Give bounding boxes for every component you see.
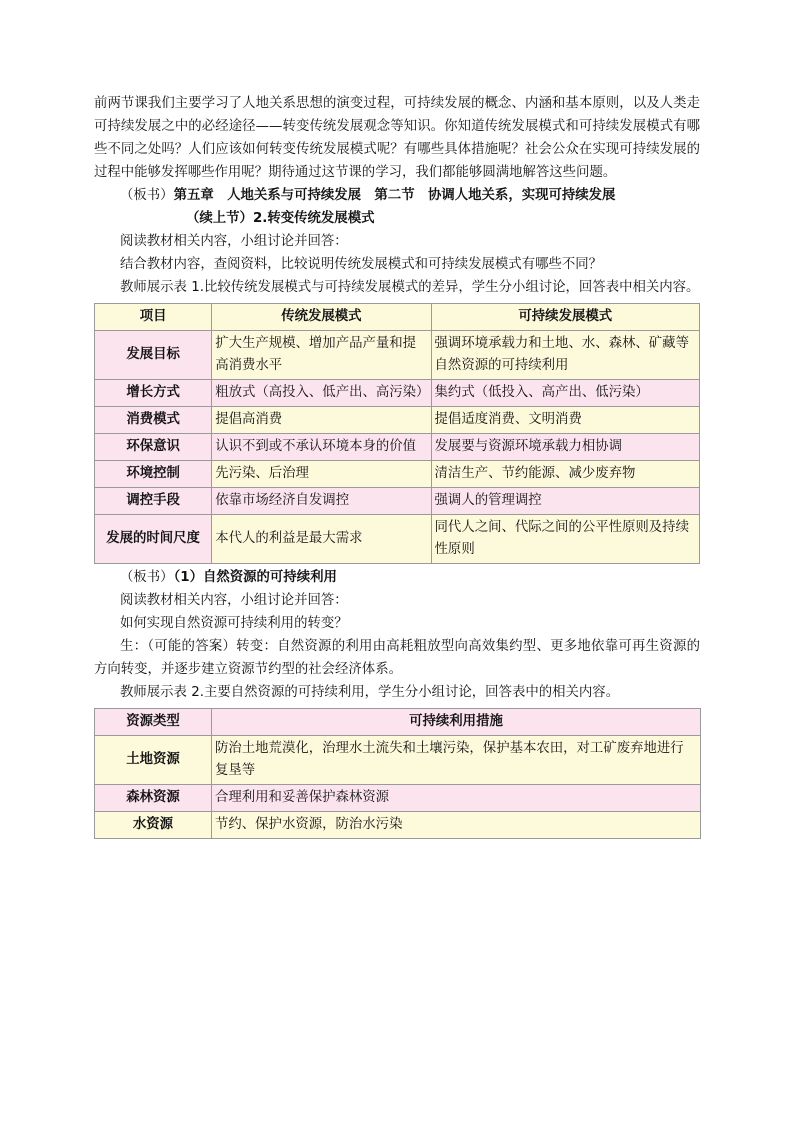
- cell-sustainable: 提倡适度消费、文明消费: [431, 407, 699, 434]
- row-item: 发展目标: [95, 331, 212, 380]
- col-header-sustainable: 可持续发展模式: [431, 304, 699, 331]
- table-header-row: [95, 709, 701, 736]
- cell-sustainable: 清洁生产、节约能源、减少废弃物: [431, 461, 699, 488]
- cell-traditional: 认识不到或不承认环境本身的价值: [212, 434, 431, 461]
- banshu-prefix: （板书）: [120, 570, 174, 585]
- cell-measure: 节约、保护水资源，防治水污染: [212, 812, 701, 839]
- table-row: [95, 331, 700, 380]
- table-row: [95, 407, 700, 434]
- teacher-instruction-2: 教师展示表 2.主要自然资源的可持续利用，学生分小组讨论，回答表中的相关内容。: [120, 685, 620, 700]
- table-row: [95, 785, 701, 812]
- table-row: [95, 515, 700, 564]
- row-type: 土地资源: [95, 736, 212, 785]
- cell-traditional: 本代人的利益是最大需求: [212, 515, 431, 564]
- col-header-item: 项目: [95, 304, 212, 331]
- cell-sustainable: 强调人的管理调控: [431, 488, 699, 515]
- cell-traditional: 扩大生产规模、增加产品产量和提高消费水平: [212, 331, 431, 380]
- cell-traditional: 提倡高消费: [212, 407, 431, 434]
- teacher-instruction-1: 教师展示表 1.比较传统发展模式与可持续发展模式的差异，学生分小组讨论，回答表中相关内容。: [120, 280, 700, 295]
- row-type: 水资源: [95, 812, 212, 839]
- table-row: [95, 812, 701, 839]
- intro-paragraph: 前两节课我们主要学习了人地关系思想的演变过程，可持续发展的概念、内涵和基本原则，以及人类走可持续发展之中的必经途径——转变传统发展观念等知识。你知道传统发展模式和可持续发展模式有哪些不同之处吗？人们应该如何转变传统发展模式呢？有哪些具体措施呢？社会公众在实现可持续发展的过程中能够发挥哪些作用呢？期待通过这节课的学习，我们都能够圆满地解答这些问题。: [94, 96, 700, 180]
- cell-traditional: 先污染、后治理: [212, 461, 431, 488]
- cell-traditional: 粗放式（高投入、低产出、高污染）: [212, 380, 431, 407]
- read-instruction-1: 阅读教材相关内容，小组讨论并回答：: [120, 234, 348, 249]
- table-row: [95, 488, 700, 515]
- cell-measure: 防治土地荒漠化，治理水土流失和土壤污染，保护基本农田，对工矿废弃地进行复垦等: [212, 736, 701, 785]
- question-2: 如何实现自然资源可持续利用的转变？: [120, 616, 348, 631]
- cell-sustainable: 集约式（低投入、高产出、低污染）: [431, 380, 699, 407]
- col-header-measure: 可持续利用措施: [212, 709, 701, 736]
- row-type: 森林资源: [95, 785, 212, 812]
- cell-sustainable: 发展要与资源环境承载力相协调: [431, 434, 699, 461]
- row-item: 发展的时间尺度: [95, 515, 212, 564]
- chapter-title: 第五章 人地关系与可持续发展 第二节 协调人地关系，实现可持续发展: [173, 188, 616, 203]
- banshu-prefix: （板书）: [120, 188, 174, 203]
- comparison-table: [94, 303, 700, 564]
- cell-sustainable: 强调环境承载力和土地、水、森林、矿藏等自然资源的可持续利用: [431, 331, 699, 380]
- table-row: [95, 434, 700, 461]
- col-header-type: 资源类型: [95, 709, 212, 736]
- cell-sustainable: 同代人之间、代际之间的公平性原则及持续性原则: [431, 515, 699, 564]
- banshu-heading-2: [94, 566, 700, 589]
- row-item: 消费模式: [95, 407, 212, 434]
- read-instruction-2: 阅读教材相关内容，小组讨论并回答：: [120, 593, 348, 608]
- student-answer: 生：（可能的答案）转变：自然资源的利用由高耗粗放型向高效集约型、更多地依靠可再生资源的方向转变，并逐步建立资源节约型的社会经济体系。: [94, 639, 700, 677]
- row-item: 环保意识: [95, 434, 212, 461]
- cell-traditional: 依靠市场经济自发调控: [212, 488, 431, 515]
- resources-table: [94, 708, 701, 839]
- table-row: [95, 461, 700, 488]
- row-item: 增长方式: [95, 380, 212, 407]
- col-header-traditional: 传统发展模式: [212, 304, 431, 331]
- table-row: [95, 380, 700, 407]
- banshu-heading-1: [94, 184, 700, 207]
- cell-measure: 合理利用和妥善保护森林资源: [212, 785, 701, 812]
- table-header-row: [95, 304, 700, 331]
- row-item: 调控手段: [95, 488, 212, 515]
- document-page: [94, 92, 700, 839]
- row-item: 环境控制: [95, 461, 212, 488]
- question-1: 结合教材内容，查阅资料，比较说明传统发展模式和可持续发展模式有哪些不同？: [120, 257, 603, 272]
- banshu-subtitle: （续上节）2.转变传统发展模式: [186, 211, 375, 226]
- section-title: （1）自然资源的可持续利用: [173, 570, 337, 585]
- table-row: [95, 736, 701, 785]
